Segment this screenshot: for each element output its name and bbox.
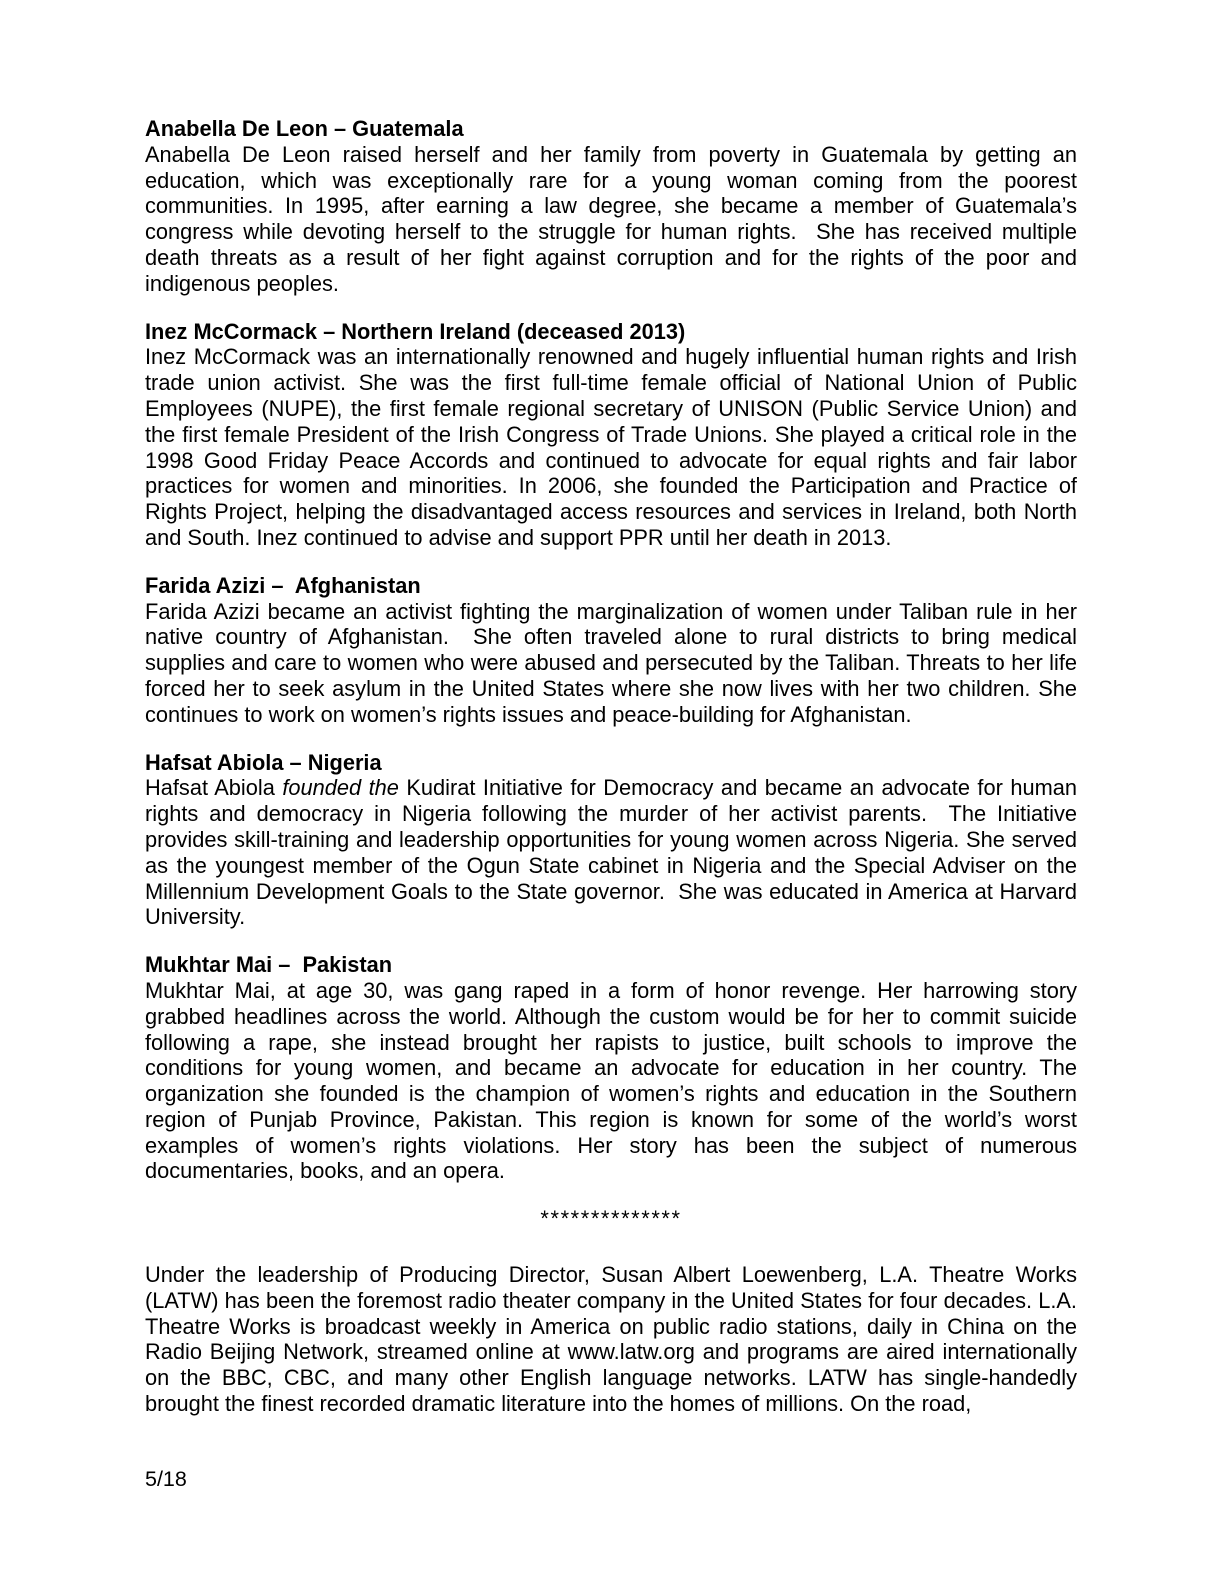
bio-paragraph: Inez McCormack was an internationally renowned and hugely influential human rights and Irish trade union activist. She was the first full-time female official of National Union of Public Employees (NUPE), the first female regional secretary of UNISON (Public Service Union) and the first female President of the Irish Congress of Trade Unions. She played a critical role in the 1998 Good Friday Peace Accords and continued to advocate for equal rights and fair labor practices for women and minorities. In 2006, she founded the Participation and Practice of Rights Project, helping the disadvantaged access resources and services in Ireland, both North and South. Inez continued to advise and support PPR until her death in 2013.	[145, 344, 1084, 550]
document-content	[145, 116, 1084, 1417]
bio-text: Kudirat Initiative for Democracy and became an advocate for human rights and democracy in Nigeria following the murder of her activist parents. The Initiative provides skill-training and leadership opportunities for young women across Nigeria. She served as the youngest member of the Ogun State cabinet in Nigeria and the Special Adviser on the Millennium Development Goals to the State governor. She was educated in America at Harvard University.	[145, 775, 1084, 930]
bio-section-hafsat-abiola	[145, 749, 1084, 931]
bio-paragraph	[145, 775, 1084, 930]
bio-paragraph: Farida Azizi became an activist fighting the marginalization of women under Taliban rule in her native country of Afghanistan. She often traveled alone to rural districts to bring medical supplies and care to women who were abused and persecuted by the Taliban. Threats to her life forced her to seek asylum in the United States where she now lives with her two children. She continues to work on women’s rights issues and peace-building for Afghanistan.	[145, 598, 1084, 727]
bio-heading: Mukhtar Mai – Pakistan	[145, 952, 393, 978]
bio-section-anabella-de-leon	[145, 116, 1084, 297]
bio-section-farida-azizi	[145, 572, 1084, 728]
bio-section-inez-mccormack	[145, 318, 1084, 551]
bio-heading: Inez McCormack – Northern Ireland (deceased 2013)	[145, 318, 686, 344]
bio-text: Hafsat Abiola	[145, 775, 283, 801]
bio-section-mukhtar-mai	[145, 952, 1084, 1184]
bio-heading: Farida Azizi – Afghanistan	[145, 572, 421, 598]
page-number: 5/18	[145, 1467, 187, 1491]
closing-paragraph: Under the leadership of Producing Director, Susan Albert Loewenberg, L.A. Theatre Works (LATW) has been the foremost radio theater company in the United States for four decades. L.A. Theatre Works is broadcast weekly in America on public radio stations, daily in China on the Radio Beijing Network, streamed online at www.latw.org and programs are aired internationally on the BBC, CBC, and many other English language networks. LATW has single-handedly brought the finest recorded dramatic literature into the homes of millions. On the road,	[145, 1262, 1084, 1417]
bio-text-italic: founded the	[282, 775, 399, 801]
bio-heading: Hafsat Abiola – Nigeria	[145, 749, 382, 775]
bio-paragraph: Anabella De Leon raised herself and her family from poverty in Guatemala by getting an education, which was exceptionally rare for a young woman coming from the poorest communities. In 1995, after earning a law degree, she became a member of Guatemala’s congress while devoting herself to the struggle for human rights. She has received multiple death threats as a result of her fight against corruption and for the rights of the poor and indigenous peoples.	[145, 141, 1084, 296]
bio-paragraph: Mukhtar Mai, at age 30, was gang raped in a form of honor revenge. Her harrowing story grabbed headlines across the world. Although the custom would be for her to commit suicide following a rape, she instead brought her rapists to justice, built schools to improve the conditions for young women, and became an advocate for education in her country. The organization she founded is the champion of women’s rights and education in the Southern region of Punjab Province, Pakistan. This region is known for some of the world’s worst examples of women’s rights violations. Her story has been the subject of numerous documentaries, books, and an opera.	[145, 977, 1084, 1184]
separator-asterisks: **************	[540, 1206, 682, 1232]
bio-heading: Anabella De Leon – Guatemala	[145, 116, 464, 141]
